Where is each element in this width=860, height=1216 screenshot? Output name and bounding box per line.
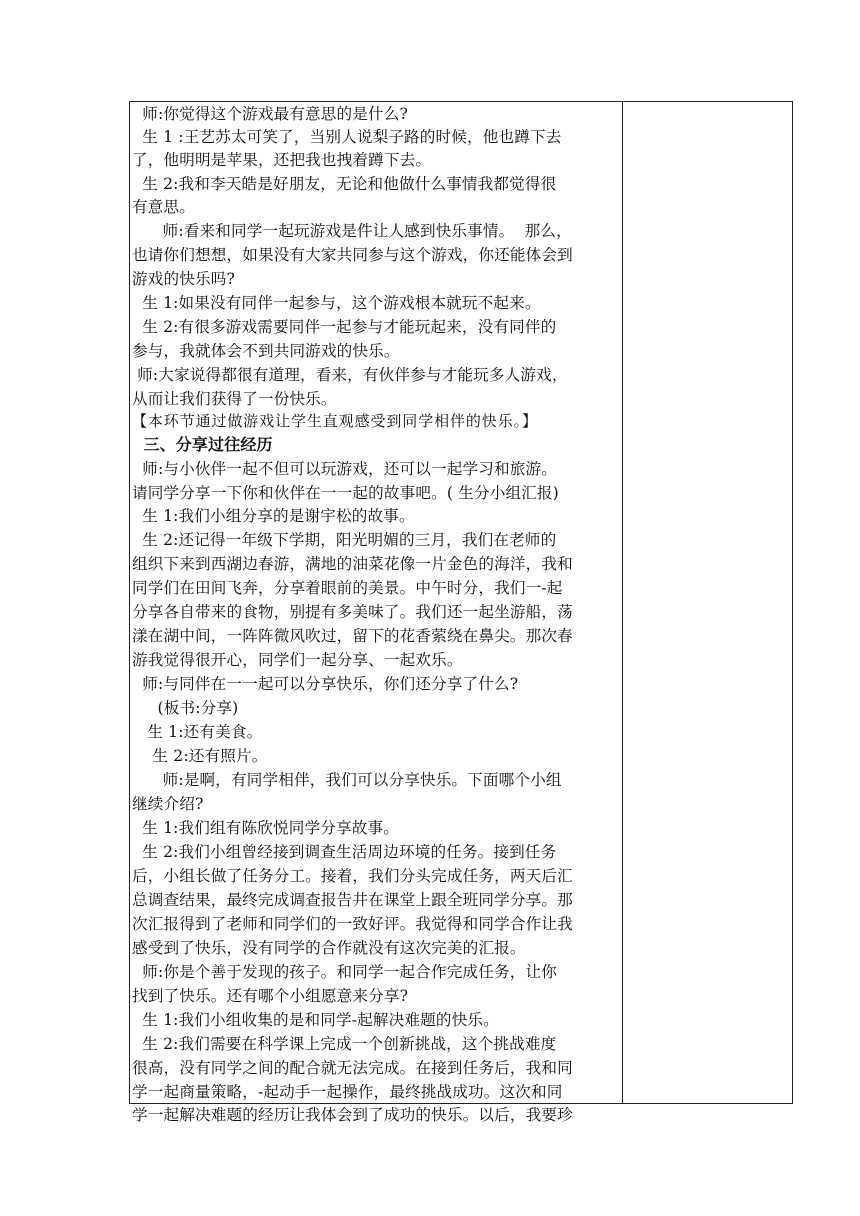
text-line: 从而让我们获得了一份快乐。 [132,390,337,408]
text-line: 生 2:我们小组曾经接到调查生活周边环境的任务。接到任务 [132,843,557,861]
text-line: 也请你们想想，如果没有大家共同参与这个游戏，你还能体会到 [132,246,573,264]
text-line: 生 1:还有美食。 [132,723,263,741]
text-line: 参与，我就体会不到共同游戏的快乐。 [132,342,400,360]
text-line: 生 2:我和李天皓是好朋友，无论和他做什么事情我都觉得很 [132,175,557,193]
text-line: 分享各自带来的食物，别提有多美味了。我们还一起坐游船，荡 [132,603,573,621]
section-heading: 三、分享过往经历 [132,435,273,454]
text-line: 感受到了快乐，没有同学的合作就没有这次完美的汇报。 [132,939,526,957]
text-line: 生 2:还有照片。 [132,747,268,765]
text-line: 师:与小伙伴一起不但可以玩游戏，还可以一起学习和旅游。 [132,460,557,478]
lesson-content-cell [132,102,620,1124]
text-line: 生 1:我们小组分享的是谢宇松的故事。 [132,507,415,525]
text-line: 后，小组长做了任务分工。接着，我们分头完成任务，两天后汇 [132,867,573,885]
text-line: 请同学分享一下你和伙伴在一一起的故事吧。( 生分小组汇报) [132,484,559,502]
text-line: 很高，没有同学之间的配合就无法完成。在接到任务后，我和同 [132,1059,573,1077]
text-line: 了，他明明是苹果，还把我也拽着蹲下去。 [132,151,432,169]
section-summary-note: 【本环节通过做游戏让学生直观感受到同学相伴的快乐。】 [132,412,538,430]
text-line: 同学们在田间飞奔，分享着眼前的美景。中午时分，我们一-起 [132,579,563,597]
text-line: 师:大家说得都很有道理，看来，有伙伴参与才能玩多人游戏， [132,366,568,384]
text-line: 师:你是个善于发现的孩子。和同学一起合作完成任务，让你 [132,963,557,981]
text-line: 师:是啊，有同学相伴，我们可以分享快乐。下面哪个小组 [132,771,562,789]
text-line: 师:你觉得这个游戏最有意思的是什么? [132,105,409,123]
text-line: 师:看来和同学一起玩游戏是件让人感到快乐事情。 那么， [132,222,572,240]
text-line: 师:与同伴在一一起可以分享快乐，你们还分享了什么? [132,675,519,693]
text-line: 生 1:我们组有陈欣悦同学分享故事。 [132,819,399,837]
text-line: 生 2:我们需要在科学课上完成一个创新挑战，这个挑战难度 [132,1035,557,1053]
text-line: 生 1:我们小组收集的是和同学-起解决难题的快乐。 [132,1011,499,1029]
text-line: 游戏的快乐吗? [132,270,235,288]
text-line: 找到了快乐。还有哪个小组愿意来分享? [132,987,409,1005]
text-line: 生 1 :王艺苏太可笑了，当别人说梨子路的时候，他也蹲下去 [132,128,562,146]
text-line: 组织下来到西湖边春游，满地的油菜花像一片金色的海洋，我和 [132,555,573,573]
text-line: 生 1:如果没有同伴一起参与，这个游戏根本就玩不起来。 [132,294,541,312]
text-line: 继续介绍? [132,795,204,813]
text-line: 游我觉得很开心，同学们一起分享、一起欢乐。 [132,651,463,669]
text-line: 有意思。 [132,198,195,216]
text-line: 次汇报得到了老师和同学们的一致好评。我觉得和同学合作让我 [132,915,573,933]
text-line: 漾在湖中间，一阵阵微风吹过，留下的花香萦绕在鼻尖。那次春 [132,627,573,645]
text-line: (板书:分享) [132,699,239,717]
text-line: 生 2:还记得一年级下学期，阳光明媚的三月，我们在老师的 [132,531,557,549]
notes-cell [623,102,792,1102]
text-line: 生 2:有很多游戏需要同伴一起参与才能玩起来，没有同伴的 [132,318,557,336]
text-line: 学一起解决难题的经历让我体会到了成功的快乐。以后，我要珍 [132,1106,573,1124]
text-line: 总调查结果，最终完成调查报告井在课堂上跟全班同学分享。那 [132,891,573,909]
text-line: 学一起商量策略，-起动手一起操作，最终挑战成功。这次和同 [132,1083,563,1101]
